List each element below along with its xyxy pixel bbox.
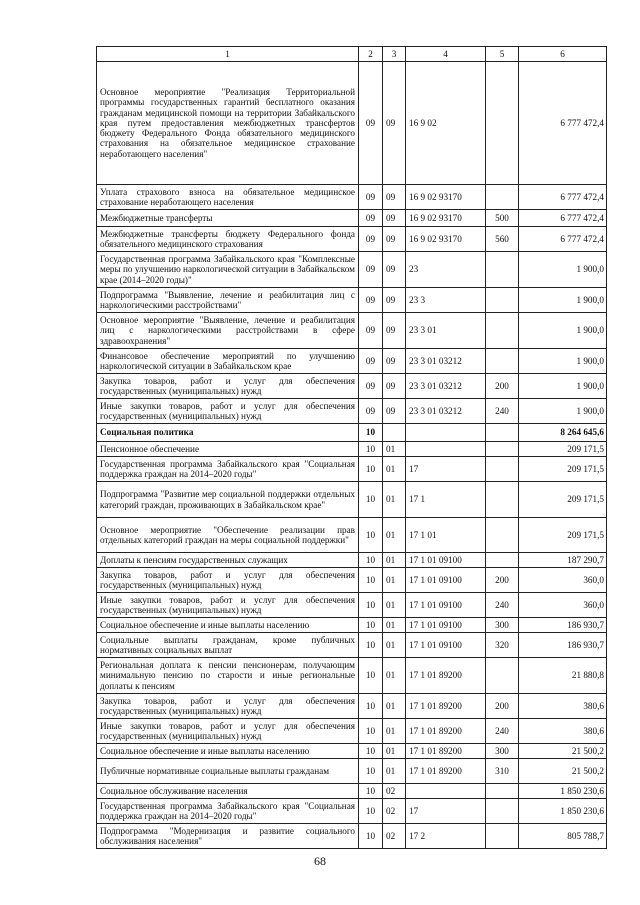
header-cell: 3 xyxy=(383,47,406,62)
row-sum-cell: 1 900,0 xyxy=(519,399,607,424)
row-sum-cell: 1 900,0 xyxy=(519,288,607,313)
row-csr-cell: 23 xyxy=(406,252,486,288)
table-row xyxy=(97,399,607,424)
table-row xyxy=(97,62,607,185)
table-row xyxy=(97,759,607,784)
row-vr-cell: 200 xyxy=(486,568,519,593)
table-row xyxy=(97,618,607,633)
row-sum-cell: 1 900,0 xyxy=(519,374,607,399)
table-row xyxy=(97,442,607,457)
row-rz-cell: 10 xyxy=(359,518,383,553)
row-vr-cell: 300 xyxy=(486,744,519,759)
row-csr-cell xyxy=(406,424,486,442)
row-pr-cell: 09 xyxy=(383,252,406,288)
row-pr-cell: 01 xyxy=(383,618,406,633)
row-name-cell: Подпрограмма "Развитие мер социальной поддержки отдельных категорий граждан, проживающих в Забайкальском крае" xyxy=(97,482,359,518)
row-csr-cell: 17 1 01 09100 xyxy=(406,593,486,618)
table-row xyxy=(97,568,607,593)
row-name-cell: Иные закупки товаров, работ и услуг для обеспечения государственных (муниципальных) нужд xyxy=(97,719,359,744)
row-rz-cell: 10 xyxy=(359,694,383,719)
row-pr-cell: 01 xyxy=(383,457,406,482)
row-csr-cell: 17 1 01 89200 xyxy=(406,658,486,694)
row-pr-cell: 01 xyxy=(383,593,406,618)
table-row xyxy=(97,593,607,618)
row-sum-cell: 209 171,5 xyxy=(519,442,607,457)
row-rz-cell: 10 xyxy=(359,442,383,457)
row-name-cell: Иные закупки товаров, работ и услуг для обеспечения государственных (муниципальных) нужд xyxy=(97,593,359,618)
row-csr-cell: 17 1 01 89200 xyxy=(406,694,486,719)
row-sum-cell: 1 850 230,6 xyxy=(519,799,607,824)
row-rz-cell: 10 xyxy=(359,553,383,568)
row-rz-cell: 10 xyxy=(359,759,383,784)
table-row xyxy=(97,313,607,349)
row-rz-cell: 10 xyxy=(359,568,383,593)
row-pr-cell: 01 xyxy=(383,553,406,568)
row-name-cell: Закупка товаров, работ и услуг для обеспечения государственных (муниципальных) нужд xyxy=(97,374,359,399)
row-rz-cell: 09 xyxy=(359,185,383,210)
row-rz-cell: 09 xyxy=(359,349,383,374)
row-vr-cell: 200 xyxy=(486,694,519,719)
row-rz-cell: 09 xyxy=(359,227,383,252)
row-csr-cell: 23 3 01 03212 xyxy=(406,349,486,374)
row-rz-cell: 10 xyxy=(359,633,383,658)
row-csr-cell: 23 3 01 xyxy=(406,313,486,349)
row-vr-cell: 500 xyxy=(486,210,519,227)
row-sum-cell: 1 900,0 xyxy=(519,252,607,288)
row-name-cell: Основное мероприятие "Обеспечение реализации прав отдельных категорий граждан на меры социальной поддержки" xyxy=(97,518,359,553)
row-pr-cell: 09 xyxy=(383,349,406,374)
row-rz-cell: 09 xyxy=(359,399,383,424)
table-row xyxy=(97,799,607,824)
row-name-cell: Региональная доплата к пенсии пенсионерам, получающим минимальную пенсию по старости и иные региональные доплаты к пенсиям xyxy=(97,658,359,694)
row-pr-cell: 09 xyxy=(383,185,406,210)
row-name-cell: Социальное обеспечение и иные выплаты населению xyxy=(97,744,359,759)
row-pr-cell: 02 xyxy=(383,784,406,799)
row-name-cell: Доплаты к пенсиям государственных служащих xyxy=(97,553,359,568)
row-csr-cell xyxy=(406,784,486,799)
row-csr-cell: 23 3 01 03212 xyxy=(406,399,486,424)
row-sum-cell: 360,0 xyxy=(519,568,607,593)
row-csr-cell: 17 1 xyxy=(406,482,486,518)
row-vr-cell: 310 xyxy=(486,759,519,784)
row-name-cell: Социальное обслуживание населения xyxy=(97,784,359,799)
row-csr-cell: 16 9 02 xyxy=(406,62,486,185)
row-csr-cell: 17 1 01 09100 xyxy=(406,553,486,568)
row-vr-cell xyxy=(486,424,519,442)
row-name-cell: Подпрограмма "Модернизация и развитие социального обслуживания населения" xyxy=(97,824,359,849)
row-sum-cell: 380,6 xyxy=(519,719,607,744)
header-row xyxy=(97,47,607,62)
row-rz-cell: 10 xyxy=(359,457,383,482)
row-vr-cell xyxy=(486,442,519,457)
row-rz-cell: 09 xyxy=(359,210,383,227)
row-sum-cell: 1 850 230,6 xyxy=(519,784,607,799)
row-csr-cell: 16 9 02 93170 xyxy=(406,227,486,252)
row-rz-cell: 10 xyxy=(359,719,383,744)
row-name-cell: Публичные нормативные социальные выплаты гражданам xyxy=(97,759,359,784)
header-cell: 6 xyxy=(519,47,607,62)
document-page xyxy=(96,46,606,849)
row-pr-cell: 02 xyxy=(383,824,406,849)
row-sum-cell: 6 777 472,4 xyxy=(519,227,607,252)
row-vr-cell xyxy=(486,482,519,518)
row-pr-cell: 01 xyxy=(383,759,406,784)
row-name-cell: Межбюджетные трансферты xyxy=(97,210,359,227)
row-name-cell: Межбюджетные трансферты бюджету Федерального фонда обязательного медицинского страхования xyxy=(97,227,359,252)
row-rz-cell: 10 xyxy=(359,482,383,518)
row-rz-cell: 10 xyxy=(359,658,383,694)
row-vr-cell xyxy=(486,457,519,482)
row-vr-cell: 300 xyxy=(486,618,519,633)
table-row xyxy=(97,744,607,759)
row-vr-cell xyxy=(486,824,519,849)
row-name-cell: Государственная программа Забайкальского края "Комплексные меры по улучшению наркологической ситуации в Забайкальском крае (2014–2020 годы)" xyxy=(97,252,359,288)
row-pr-cell: 02 xyxy=(383,799,406,824)
row-vr-cell xyxy=(486,799,519,824)
row-csr-cell: 17 2 xyxy=(406,824,486,849)
row-pr-cell: 01 xyxy=(383,744,406,759)
row-name-cell: Финансовое обеспечение мероприятий по улучшению наркологической ситуации в Забайкальском крае xyxy=(97,349,359,374)
row-sum-cell: 805 788,7 xyxy=(519,824,607,849)
page-number: 68 xyxy=(314,854,326,868)
header-cell: 1 xyxy=(97,47,359,62)
row-pr-cell: 09 xyxy=(383,288,406,313)
row-name-cell: Государственная программа Забайкальского края "Социальная поддержка граждан на 2014–2020 годы" xyxy=(97,457,359,482)
table-row xyxy=(97,252,607,288)
header-cell: 4 xyxy=(406,47,486,62)
row-csr-cell: 17 1 01 09100 xyxy=(406,568,486,593)
row-sum-cell: 6 777 472,4 xyxy=(519,62,607,185)
row-name-cell: Социальная политика xyxy=(97,424,359,442)
row-vr-cell: 200 xyxy=(486,374,519,399)
row-csr-cell: 16 9 02 93170 xyxy=(406,185,486,210)
row-pr-cell: 01 xyxy=(383,633,406,658)
row-vr-cell xyxy=(486,313,519,349)
row-pr-cell: 09 xyxy=(383,399,406,424)
row-pr-cell: 09 xyxy=(383,227,406,252)
table-row xyxy=(97,185,607,210)
row-sum-cell: 186 930,7 xyxy=(519,618,607,633)
row-name-cell: Основное мероприятие "Выявление, лечение и реабилитация лиц с наркологическими расстройствами в сфере здравоохранения" xyxy=(97,313,359,349)
row-rz-cell: 09 xyxy=(359,313,383,349)
row-vr-cell xyxy=(486,349,519,374)
row-sum-cell: 1 900,0 xyxy=(519,349,607,374)
table-row xyxy=(97,553,607,568)
row-rz-cell: 10 xyxy=(359,593,383,618)
row-csr-cell: 17 1 01 89200 xyxy=(406,744,486,759)
row-csr-cell: 17 1 01 09100 xyxy=(406,633,486,658)
row-csr-cell: 23 3 01 03212 xyxy=(406,374,486,399)
row-name-cell: Основное мероприятие "Реализация Территориальной программы государственных гарантий бесплатного оказания гражданам медицинской помощи на территории Забайкальского края путем предоставления межбюджетных трансфертов бюджету Федерального Фонда обязательного медицинского страхования на обязательное медицинское страхование неработающего населения" xyxy=(97,62,359,185)
table-row xyxy=(97,719,607,744)
table-row xyxy=(97,288,607,313)
table-row xyxy=(97,482,607,518)
row-vr-cell: 240 xyxy=(486,719,519,744)
row-name-cell: Подпрограмма "Выявление, лечение и реабилитация лиц с наркологическими расстройствами" xyxy=(97,288,359,313)
row-sum-cell: 209 171,5 xyxy=(519,457,607,482)
row-rz-cell: 09 xyxy=(359,252,383,288)
row-vr-cell xyxy=(486,252,519,288)
row-sum-cell: 186 930,7 xyxy=(519,633,607,658)
row-name-cell: Закупка товаров, работ и услуг для обеспечения государственных (муниципальных) нужд xyxy=(97,568,359,593)
row-pr-cell: 09 xyxy=(383,313,406,349)
table-row xyxy=(97,227,607,252)
row-name-cell: Пенсионное обеспечение xyxy=(97,442,359,457)
row-name-cell: Социальные выплаты гражданам, кроме публичных нормативных социальных выплат xyxy=(97,633,359,658)
row-rz-cell: 10 xyxy=(359,424,383,442)
table-row xyxy=(97,658,607,694)
row-vr-cell xyxy=(486,784,519,799)
table-row xyxy=(97,457,607,482)
table-row xyxy=(97,210,607,227)
row-pr-cell: 01 xyxy=(383,442,406,457)
row-csr-cell: 17 1 01 89200 xyxy=(406,759,486,784)
budget-table xyxy=(96,46,607,849)
row-sum-cell: 209 171,5 xyxy=(519,482,607,518)
row-pr-cell: 01 xyxy=(383,719,406,744)
row-vr-cell xyxy=(486,185,519,210)
row-pr-cell xyxy=(383,424,406,442)
table-row xyxy=(97,824,607,849)
row-rz-cell: 10 xyxy=(359,784,383,799)
row-sum-cell: 380,6 xyxy=(519,694,607,719)
row-pr-cell: 09 xyxy=(383,62,406,185)
row-sum-cell: 1 900,0 xyxy=(519,313,607,349)
row-pr-cell: 01 xyxy=(383,658,406,694)
row-name-cell: Социальное обеспечение и иные выплаты населению xyxy=(97,618,359,633)
row-pr-cell: 01 xyxy=(383,518,406,553)
row-vr-cell xyxy=(486,553,519,568)
row-rz-cell: 09 xyxy=(359,288,383,313)
row-csr-cell: 17 1 01 89200 xyxy=(406,719,486,744)
row-sum-cell: 8 264 645,6 xyxy=(519,424,607,442)
row-sum-cell: 21 500,2 xyxy=(519,744,607,759)
table-row xyxy=(97,518,607,553)
table-row xyxy=(97,633,607,658)
header-cell: 2 xyxy=(359,47,383,62)
row-rz-cell: 10 xyxy=(359,618,383,633)
row-csr-cell: 17 1 01 xyxy=(406,518,486,553)
row-pr-cell: 01 xyxy=(383,694,406,719)
row-sum-cell: 6 777 472,4 xyxy=(519,210,607,227)
header-cell: 5 xyxy=(486,47,519,62)
row-vr-cell: 320 xyxy=(486,633,519,658)
row-rz-cell: 10 xyxy=(359,799,383,824)
row-name-cell: Уплата страхового взноса на обязательное медицинское страхование неработающего населения xyxy=(97,185,359,210)
row-csr-cell: 17 1 01 09100 xyxy=(406,618,486,633)
row-csr-cell: 17 xyxy=(406,799,486,824)
row-pr-cell: 09 xyxy=(383,374,406,399)
row-csr-cell: 23 3 xyxy=(406,288,486,313)
row-rz-cell: 10 xyxy=(359,744,383,759)
row-pr-cell: 01 xyxy=(383,568,406,593)
row-sum-cell: 360,0 xyxy=(519,593,607,618)
row-csr-cell xyxy=(406,442,486,457)
row-sum-cell: 6 777 472,4 xyxy=(519,185,607,210)
row-vr-cell xyxy=(486,62,519,185)
table-body xyxy=(97,62,607,849)
table-row xyxy=(97,694,607,719)
row-csr-cell: 16 9 02 93170 xyxy=(406,210,486,227)
table-row xyxy=(97,374,607,399)
row-csr-cell: 17 xyxy=(406,457,486,482)
row-sum-cell: 21 880,8 xyxy=(519,658,607,694)
row-vr-cell: 240 xyxy=(486,399,519,424)
table-row xyxy=(97,424,607,442)
row-sum-cell: 21 500,2 xyxy=(519,759,607,784)
row-rz-cell: 09 xyxy=(359,62,383,185)
row-vr-cell: 560 xyxy=(486,227,519,252)
row-vr-cell xyxy=(486,658,519,694)
row-name-cell: Закупка товаров, работ и услуг для обеспечения государственных (муниципальных) нужд xyxy=(97,694,359,719)
row-rz-cell: 09 xyxy=(359,374,383,399)
table-row xyxy=(97,349,607,374)
row-sum-cell: 187 290,7 xyxy=(519,553,607,568)
table-row xyxy=(97,784,607,799)
row-name-cell: Иные закупки товаров, работ и услуг для обеспечения государственных (муниципальных) нужд xyxy=(97,399,359,424)
row-vr-cell xyxy=(486,288,519,313)
row-rz-cell: 10 xyxy=(359,824,383,849)
row-vr-cell: 240 xyxy=(486,593,519,618)
row-pr-cell: 01 xyxy=(383,482,406,518)
row-name-cell: Государственная программа Забайкальского края "Социальная поддержка граждан на 2014–2020 годы" xyxy=(97,799,359,824)
row-sum-cell: 209 171,5 xyxy=(519,518,607,553)
row-pr-cell: 09 xyxy=(383,210,406,227)
row-vr-cell xyxy=(486,518,519,553)
